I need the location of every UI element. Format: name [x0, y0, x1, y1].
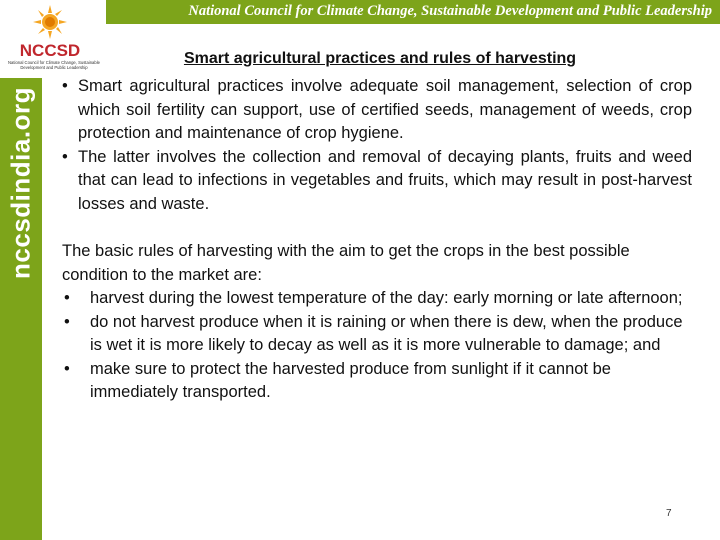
website-label: nccsdindia.org [5, 87, 36, 279]
sun-icon [32, 4, 68, 40]
bullet-item [62, 75, 692, 146]
harvest-intro: The basic rules of harvesting with the aim to get the crops in the best possible condition to the market are: [62, 242, 630, 284]
slide-content [62, 75, 692, 405]
bullet-text: Smart agricultural practices involve adequate soil management, selection of crop which soil fertility can support, use of certified seeds, management of weeds, crop protection and maintenance of crop hygiene. [78, 77, 692, 142]
logo-tagline: National Council for Climate Change, Sustainable Development and Public Leadership [8, 60, 100, 71]
slide-title: Smart agricultural practices and rules of harvesting [183, 50, 577, 67]
svg-text:NCCSD: NCCSD [19, 41, 81, 60]
rule-item [62, 311, 692, 358]
header-banner [106, 0, 720, 24]
bullet-item [62, 146, 692, 217]
rule-text: make sure to protect the harvested produce from sunlight if it cannot be immediately transported. [90, 359, 611, 401]
bullet-dot: • [64, 359, 70, 378]
bullet-dot: • [64, 312, 70, 331]
bullet-dot: • [62, 77, 68, 95]
rule-text: do not harvest produce when it is raining or when there is dew, when the produce is wet it is more likely to decay as well as it is more vulnerable to damage; and [90, 312, 683, 354]
rule-item [62, 287, 692, 311]
bullet-text: The latter involves the collection and removal of decaying plants, fruits and weed that can lead to infections in vegetables and fruits, which may result in post-harvest losses and waste. [78, 147, 692, 213]
bullet-dot: • [64, 289, 70, 307]
header-banner-text: National Council for Climate Change, Sustainable Development and Public Leadership [188, 3, 712, 19]
bullet-dot: • [62, 147, 68, 166]
side-website [0, 78, 42, 288]
rule-item [62, 358, 692, 405]
rule-text: harvest during the lowest temperature of the day: early morning or late afternoon; [90, 289, 683, 307]
page-number: 7 [666, 508, 672, 519]
